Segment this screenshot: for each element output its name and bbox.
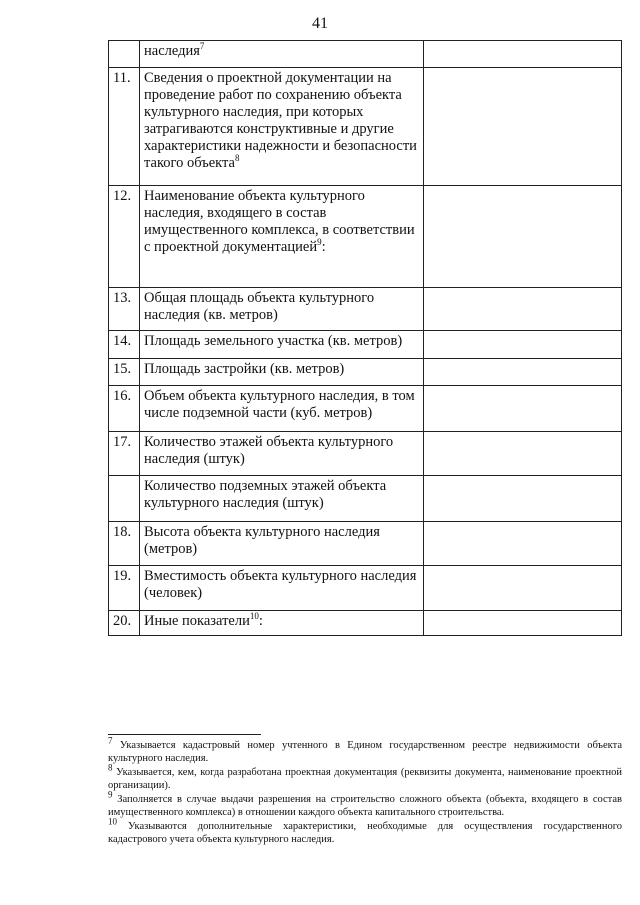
row-description-text: Количество подземных этажей объекта культурного наследия (штук) [144,478,387,511]
footnote-reference: 9 [317,237,322,248]
row-description [140,331,424,359]
row-number: 18. [109,522,140,566]
footnote [108,762,622,792]
table-row [109,288,622,331]
row-description [140,386,424,432]
row-number [109,476,140,522]
row-value-field[interactable] [424,386,622,432]
table-row [109,566,622,611]
footnote [108,816,622,846]
row-value-field[interactable] [424,68,622,186]
row-value-field[interactable] [424,186,622,288]
table-row [109,476,622,522]
row-number: 20. [109,611,140,636]
row-number: 12. [109,186,140,288]
row-description [140,611,424,636]
table-row [109,432,622,476]
row-number [109,41,140,68]
footnote-mark: 10 [108,816,117,827]
row-value-field[interactable] [424,522,622,566]
footnote-mark: 8 [108,762,113,773]
table-row [109,186,622,288]
row-description [140,476,424,522]
row-number: 17. [109,432,140,476]
row-number: 15. [109,359,140,386]
footnote-text: Заполняется в случае выдачи разрешения на строительство сложного объекта (объекта, входящего в состав имущественного комплекса) в отношении каждого объекта капитального строительства. [108,794,622,818]
row-description [140,432,424,476]
footnote-reference: 7 [199,41,205,52]
row-description-tail: : [258,613,263,629]
footnote-separator [108,734,261,735]
row-description [140,186,424,288]
footnote-mark: 9 [108,789,113,800]
row-description-text: Наименование объекта культурного наследия, входящего в состав имущественного комплекса, в соответствии с проектной документацией [144,188,415,255]
row-description-text: Объем объекта культурного наследия, в том числе подземной части (куб. метров) [144,388,415,421]
footnote [108,789,622,819]
page-number: 41 [312,15,328,32]
row-number: 14. [109,331,140,359]
footnote-text: Указывается, кем, когда разработана проектная документация (реквизиты документа, наименование проектной организации). [108,767,622,791]
row-value-field[interactable] [424,476,622,522]
row-value-field[interactable] [424,432,622,476]
table-row [109,41,622,68]
table-row [109,386,622,432]
footnotes [108,735,622,848]
row-value-field[interactable] [424,566,622,611]
row-description-text: Количество этажей объекта культурного наследия (штук) [144,434,394,467]
row-description-text: Сведения о проектной документации на проведение работ по сохранению объекта культурного наследия, при которых затрагиваются конструктивные и другие характеристики надежности и безопасности такого объекта [144,70,417,171]
row-description [140,566,424,611]
row-description-text: Общая площадь объекта культурного наследия (кв. метров) [144,290,375,323]
row-value-field[interactable] [424,288,622,331]
row-description [140,522,424,566]
footnote-text: Указывается кадастровый номер учтенного в Едином государственном реестре недвижимости объекта культурного наследия. [108,740,622,764]
row-number: 13. [109,288,140,331]
table-row [109,68,622,186]
row-number: 11. [109,68,140,186]
row-description-text: Вместимость объекта культурного наследия (человек) [144,568,417,601]
row-number: 16. [109,386,140,432]
row-description [140,288,424,331]
footnote-reference: 8 [234,153,240,164]
row-description-text: Высота объекта культурного наследия (метров) [144,524,380,557]
row-number: 19. [109,566,140,611]
row-description [140,68,424,186]
row-description-text: наследия [144,43,200,59]
table-row [109,331,622,359]
row-description [140,41,424,68]
row-description [140,359,424,386]
footnote-mark: 7 [108,735,113,746]
row-value-field[interactable] [424,331,622,359]
row-description-text: Площадь застройки (кв. метров) [144,361,345,377]
row-description-tail: : [321,239,326,255]
footnote-text: Указываются дополнительные характеристики, необходимые для осуществления государственного кадастрового учета объекта культурного наследия. [108,821,622,845]
row-description-text: Площадь земельного участка (кв. метров) [144,333,403,349]
footnote-reference: 10 [249,611,259,622]
row-description-text: Иные показатели [144,613,250,629]
table-row [109,359,622,386]
characteristics-table [108,40,622,636]
table-row [109,522,622,566]
table-row [109,611,622,636]
footnote [108,735,622,765]
row-value-field[interactable] [424,359,622,386]
row-value-field[interactable] [424,41,622,68]
row-value-field[interactable] [424,611,622,636]
